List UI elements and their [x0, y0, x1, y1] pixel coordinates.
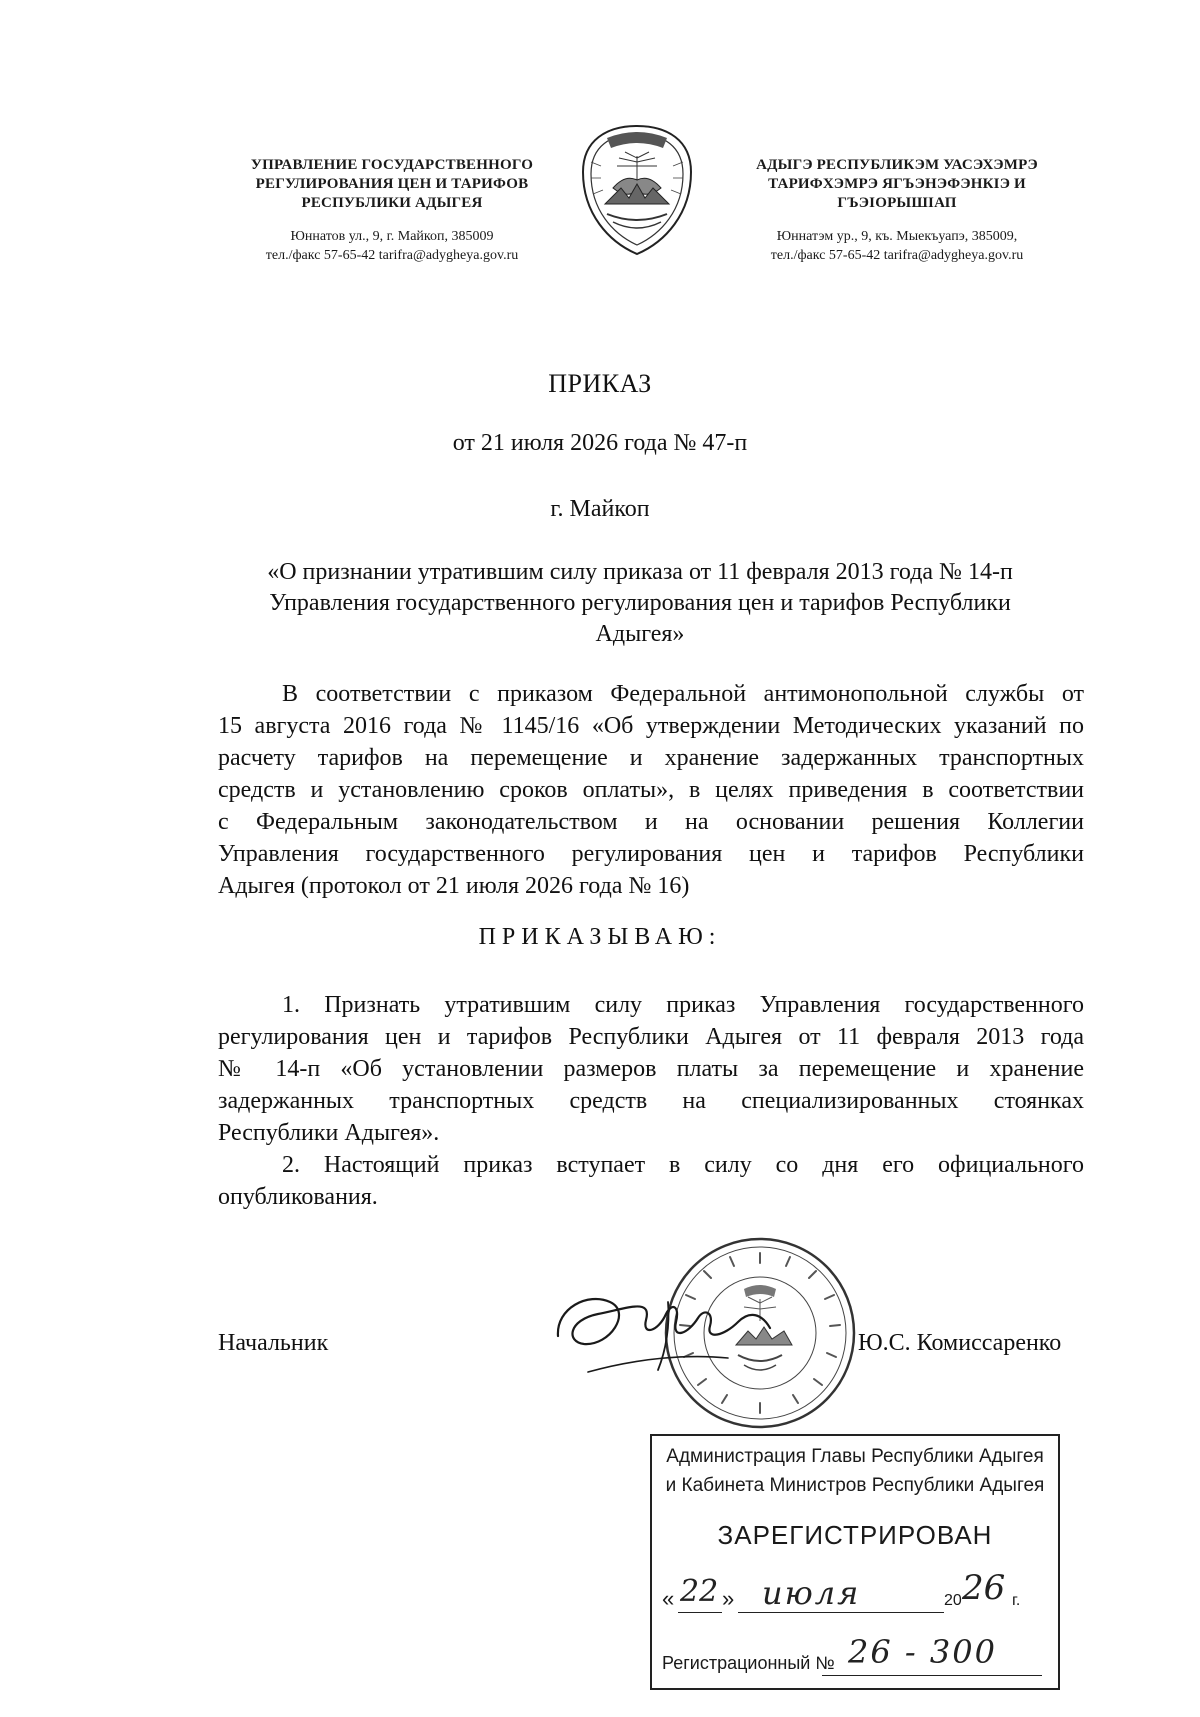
handwritten-signature	[548, 1262, 808, 1412]
item-line: регулирования цен и тарифов Республики Адыгея от 11 февраля 2013 года	[218, 1024, 1084, 1050]
preamble-line: Адыгея (протокол от 21 июля 2026 года № 16)	[218, 873, 690, 899]
item-line: 1. Признать утратившим силу приказ Управления государственного	[282, 992, 1084, 1018]
org-name-ru	[212, 156, 572, 213]
preamble-line: средств и установлению сроков оплаты», в целях приведения в соответствии	[218, 777, 1084, 803]
preamble-line: расчету тарифов на перемещение и хранение задержанных транспортных	[218, 745, 1084, 771]
registration-date	[662, 1568, 1052, 1618]
signer-role: Начальник	[218, 1330, 329, 1356]
quote-close: »	[722, 1586, 735, 1611]
registration-stamp	[650, 1434, 1060, 1690]
preamble-line: с Федеральным законодательством и на основании решения Коллегии	[218, 809, 1084, 835]
org-name-line: УПРАВЛЕНИЕ ГОСУДАРСТВЕННОГО	[250, 157, 534, 173]
subject-line: «О признании утратившим силу приказа от 11 февраля 2013 года № 14-п	[267, 559, 1013, 585]
registration-status: ЗАРЕГИСТРИРОВАН	[717, 1520, 993, 1550]
org-name-line: РЕГУЛИРОВАНИЯ ЦЕН И ТАРИФОВ	[255, 176, 529, 192]
registration-number-row	[662, 1633, 1052, 1679]
preamble-paragraph	[218, 678, 1084, 902]
registration-org-line: и Кабинета Министров Республики Адыгея	[665, 1475, 1045, 1496]
org-name-line: АДЫГЭ РЕСПУБЛИКЭМ УАСЭХЭМРЭ	[756, 157, 1038, 173]
preamble-line: В соответствии с приказом Федеральной антимонопольной службы от	[282, 681, 1084, 707]
item-line: 2. Настоящий приказ вступает в силу со дня его официального	[282, 1152, 1084, 1178]
org-name-adyghe	[712, 156, 1082, 213]
preamble-line: 15 августа 2016 года № 1145/16 «Об утверждении Методических указаний по	[218, 713, 1084, 739]
signer-name: Ю.С. Комиссаренко	[858, 1330, 1062, 1356]
org-name-line: РЕСПУБЛИКИ АДЫГЕЯ	[301, 195, 483, 211]
registration-day: 22	[680, 1574, 719, 1609]
subject-line: Адыгея»	[595, 621, 685, 647]
address-line: Юннатэм ур., 9, къ. Мыекъуапэ, 385009,	[776, 229, 1018, 244]
registration-org-line: Администрация Главы Республики Адыгея	[666, 1446, 1044, 1467]
org-name-line: ТАРИФХЭМРЭ ЯГЪЭНЭФЭНКIЭ И	[768, 176, 1026, 192]
registration-number: 26 - 300	[848, 1633, 997, 1671]
header-right	[712, 156, 1082, 265]
registration-month: июля	[762, 1574, 861, 1612]
year-prefix: 20	[944, 1592, 962, 1609]
year-unit: г.	[1012, 1592, 1021, 1609]
document-date-number: от 21 июля 2026 года № 47-п	[452, 430, 748, 456]
org-name-line: ГЪЭIОРЫШIАП	[837, 195, 957, 211]
item-line: Республики Адыгея».	[218, 1120, 440, 1146]
number-underline	[822, 1675, 1042, 1676]
order-items	[218, 989, 1084, 1213]
item-line: задержанных транспортных средств на специализированных стоянках	[218, 1088, 1084, 1114]
org-address-adyghe	[712, 227, 1082, 265]
address-line: тел./факс 57-65-42 tarifra@adygheya.gov.ru	[265, 248, 519, 263]
registration-year: 26	[962, 1568, 1006, 1608]
day-underline	[678, 1612, 722, 1613]
order-heading: ПРИКАЗЫВАЮ:	[478, 924, 722, 950]
registration-org	[652, 1442, 1058, 1500]
item-line: опубликования.	[218, 1184, 378, 1210]
document-city: г. Майкоп	[550, 496, 650, 522]
subject-line: Управления государственного регулирования цен и тарифов Республики	[269, 590, 1011, 616]
address-line: тел./факс 57-65-42 tarifra@adygheya.gov.ru	[770, 248, 1024, 263]
preamble-line: Управления государственного регулирования цен и тарифов Республики	[218, 841, 1084, 867]
coat-of-arms-emblem	[577, 122, 697, 258]
header-left	[212, 156, 572, 265]
document-title: ПРИКАЗ	[548, 369, 652, 398]
address-line: Юннатов ул., 9, г. Майкоп, 385009	[290, 229, 494, 244]
document-subject	[180, 557, 1100, 650]
quote-open: «	[662, 1586, 675, 1611]
month-underline	[738, 1612, 944, 1613]
item-line: № 14-п «Об установлении размеров платы за перемещение и хранение	[218, 1056, 1084, 1082]
org-address-ru	[212, 227, 572, 265]
registration-number-label: Регистрационный №	[662, 1653, 835, 1673]
